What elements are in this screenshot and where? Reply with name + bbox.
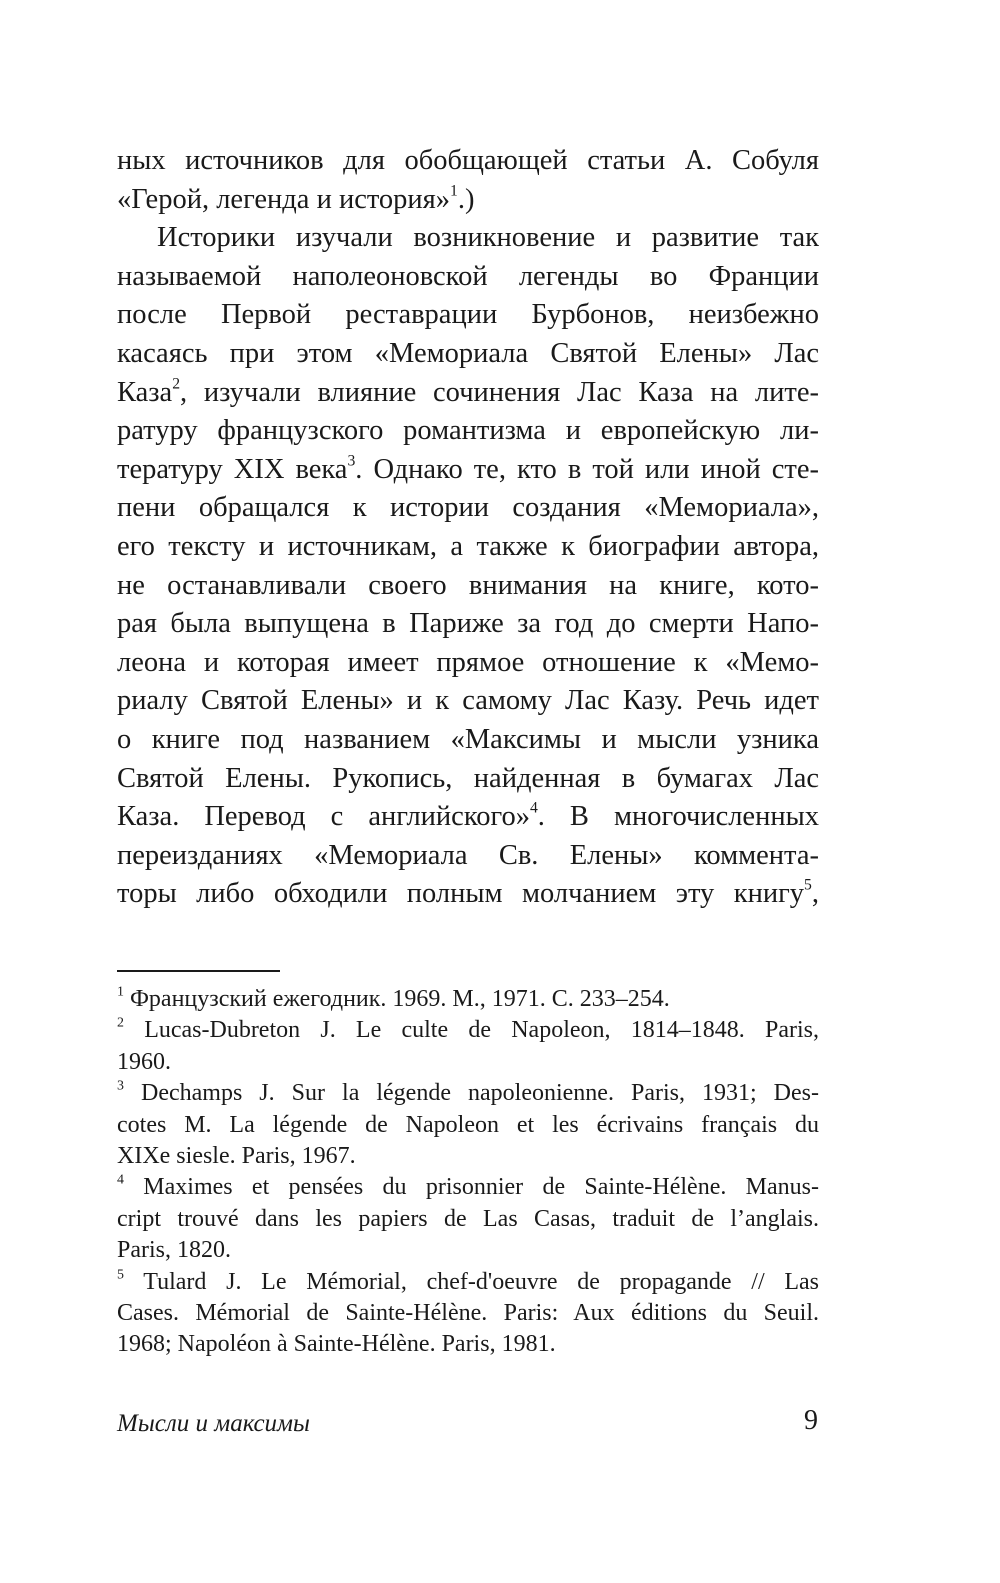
text-line: после Первой реставрации Бурбонов, неизбежно [117,299,819,331]
text-line: рая была выпущена в Париже за год до смерти Напо- [117,608,819,640]
text-line: Каза$^2$, изучали влияние сочинения Лас Каза на лите- [117,375,819,408]
text-line: ратуру французского романтизма и европейскую ли- [117,415,819,447]
footnotes [117,984,819,1361]
footnote-3-cont: XIXe siesle. Paris, 1967. [117,1143,356,1170]
footnote-divider [117,970,280,972]
text-line: пени обращался к истории создания «Мемориала», [117,492,819,524]
text-line: Историки изучали возникновение и развитие так [157,222,819,254]
footnote-2-cont: 1960. [117,1048,171,1075]
text-line: о книге под названием «Максимы и мысли узника [117,723,819,755]
footnote-mark: 2 [117,1015,124,1031]
page-number: 9 [804,1405,818,1436]
text-line: его тексту и источникам, а также к биографии автора, [117,530,819,562]
text-line: риалу Святой Елены» и к самому Лас Казу. Речь идет [117,685,819,717]
text-line: Святой Елены. Рукопись, найденная в бумагах Лас [117,762,819,794]
main-text [117,142,819,914]
footnote-3-cont: cotes M. La légende de Napoleon et les écrivains français du [117,1111,819,1138]
footnote-mark: 5 [117,1267,124,1283]
text-line: не останавливали своего внимания на книге, кото- [117,569,819,601]
text-line: «Герой, легенда и история»$^1$.) [117,182,475,215]
text-line: касаясь при этом «Мемориала Святой Елены» Лас [117,337,819,369]
text-line: называемой наполеоновской легенды во Франции [117,260,819,292]
footnote-mark: 4 [117,1173,124,1188]
footnote-2: $^2$ Lucas-Dubreton J. Le culte de Napoleon, 1814–1848. Paris, [117,1015,819,1044]
footnote-5-cont: Cases. Mémorial de Sainte-Hélène. Paris: Aux éditions du Seuil. [117,1300,819,1327]
footnote-5-cont: 1968; Napoléon à Sainte-Hélène. Paris, 1981. [117,1331,556,1358]
text-line: тературу XIX века$^3$. Однако те, кто в той или иной сте- [117,452,819,485]
footnote-3: $^3$ Dechamps J. Sur la légende napoleonienne. Paris, 1931; Des- [117,1078,820,1107]
footnote-ref: 3 [347,452,356,470]
footnote-ref: 4 [529,799,538,817]
footnote-ref: 5 [804,876,812,894]
text-line: леона и которая имеет прямое отношение к «Мемо- [117,646,819,678]
footnote-4-cont: Paris, 1820. [117,1237,231,1264]
text-line: Каза. Перевод с английского»$^4$. В многочисленных [117,799,819,833]
text-line: ных источников для обобщающей статьи А. Собуля [117,145,819,176]
running-title: Мысли и максимы [117,1410,310,1437]
footnote-mark: 3 [117,1078,124,1094]
footnote-4: $^4$ Maximes et pensées du prisonnier de Sainte-Hélène. Manus- [117,1173,819,1201]
footnote-5: $^5$ Tulard J. Le Mémorial, chef-d'oeuvre de propagande // Las [117,1267,819,1295]
footnote-ref: 1 [450,182,458,200]
footnote-1: $^1$ Французский ежегодник. 1969. М., 1971. С. 233–254. [117,984,670,1012]
footnote-ref: 2 [172,375,181,393]
footnote-4-cont: cript trouvé dans les papiers de Las Casas, traduit de l’anglais. [117,1205,819,1232]
text-line: торы либо обходили полным молчанием эту книгу$^5$, [117,876,819,910]
footnote-mark: 1 [117,984,124,1000]
text-line: переизданиях «Мемориала Св. Елены» коммента- [117,839,819,871]
